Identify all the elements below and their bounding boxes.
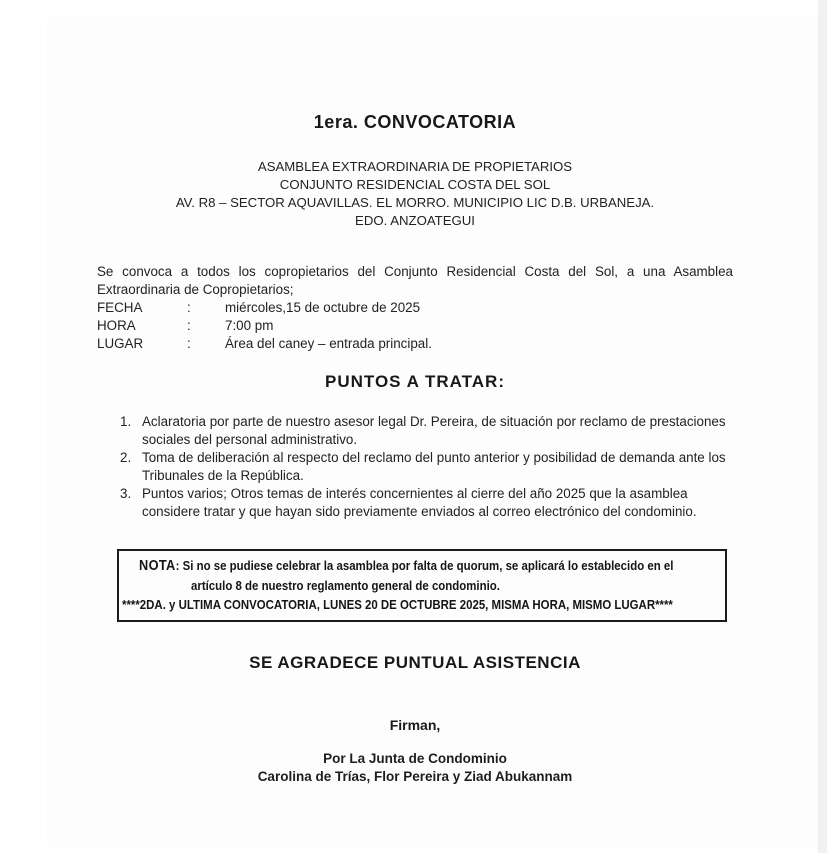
detail-row-hora bbox=[97, 317, 733, 335]
agenda-item-number: 2. bbox=[120, 450, 132, 465]
header-line-state: EDO. ANZOATEGUI bbox=[355, 213, 475, 228]
agenda-item-text: Puntos varios; Otros temas de interés concernientes al cierre del año 2025 que la asamblea considere tratar y que hayan sido previamente enviados al correo electrónico del condominio. bbox=[142, 486, 697, 519]
detail-value-hora: 7:00 pm bbox=[225, 318, 274, 333]
agenda-list bbox=[97, 413, 733, 521]
note-box bbox=[117, 549, 727, 622]
detail-value-fecha: miércoles,15 de octubre de 2025 bbox=[225, 300, 421, 315]
page-title: 1era. CONVOCATORIA bbox=[313, 112, 517, 132]
detail-value-lugar: Área del caney – entrada principal. bbox=[225, 336, 432, 351]
note-label: NOTA bbox=[139, 558, 176, 574]
document-content bbox=[48, 17, 818, 786]
agenda-item-text: Aclaratoria por parte de nuestro asesor legal Dr. Pereira, de situación por reclamo de prestaciones sociales del personal administrativo. bbox=[142, 414, 726, 447]
agenda-item bbox=[97, 413, 733, 449]
header-line-complex: CONJUNTO RESIDENCIAL COSTA DEL SOL bbox=[279, 177, 551, 192]
agenda-item bbox=[97, 485, 733, 521]
detail-separator: : bbox=[187, 318, 191, 333]
agenda-item-number: 3. bbox=[120, 486, 132, 501]
agenda-item bbox=[97, 449, 733, 485]
agenda-item-number: 1. bbox=[120, 414, 132, 429]
header-line-address: AV. R8 – SECTOR AQUAVILLAS. EL MORRO. MUNICIPIO LIC D.B. URBANEJA. bbox=[175, 195, 655, 210]
note-line-3: ****2DA. y ULTIMA CONVOCATORIA, LUNES 20 DE OCTUBRE 2025, MISMA HORA, MISMO LUGAR**** bbox=[122, 597, 673, 612]
intro-paragraph: Se convoca a todos los copropietarios del Conjunto Residencial Costa del Sol, a una Asamblea Extraordinaria de Copropietarios; bbox=[97, 264, 733, 297]
signature-by: Por La Junta de Condominio bbox=[323, 751, 507, 766]
note-line-2: artículo 8 de nuestro reglamento general de condominio. bbox=[191, 578, 500, 593]
agenda-item-text: Toma de deliberación al respecto del reclamo del punto anterior y posibilidad de demanda ante los Tribunales de la República. bbox=[142, 450, 726, 483]
detail-separator: : bbox=[187, 336, 191, 351]
firman-label: Firman, bbox=[389, 717, 441, 733]
detail-label-hora: HORA bbox=[97, 318, 136, 333]
closing-heading: SE AGRADECE PUNTUAL ASISTENCIA bbox=[249, 653, 581, 672]
detail-separator: : bbox=[187, 300, 191, 315]
detail-row-fecha bbox=[97, 299, 733, 317]
detail-row-lugar bbox=[97, 335, 733, 353]
detail-label-lugar: LUGAR bbox=[97, 336, 144, 351]
scrollbar-track[interactable] bbox=[818, 0, 827, 853]
document-page bbox=[48, 17, 818, 848]
header-line-assembly: ASAMBLEA EXTRAORDINARIA DE PROPIETARIOS bbox=[257, 159, 573, 174]
document-header bbox=[97, 158, 733, 230]
detail-label-fecha: FECHA bbox=[97, 300, 143, 315]
note-line-1-text: : Si no se pudiese celebrar la asamblea por falta de quorum, se aplicará lo establecido en el bbox=[175, 558, 674, 573]
signature-names: Carolina de Trías, Flor Pereira y Ziad Abukannam bbox=[257, 769, 573, 784]
note-line-1 bbox=[139, 556, 674, 576]
agenda-heading: PUNTOS A TRATAR: bbox=[324, 372, 505, 391]
